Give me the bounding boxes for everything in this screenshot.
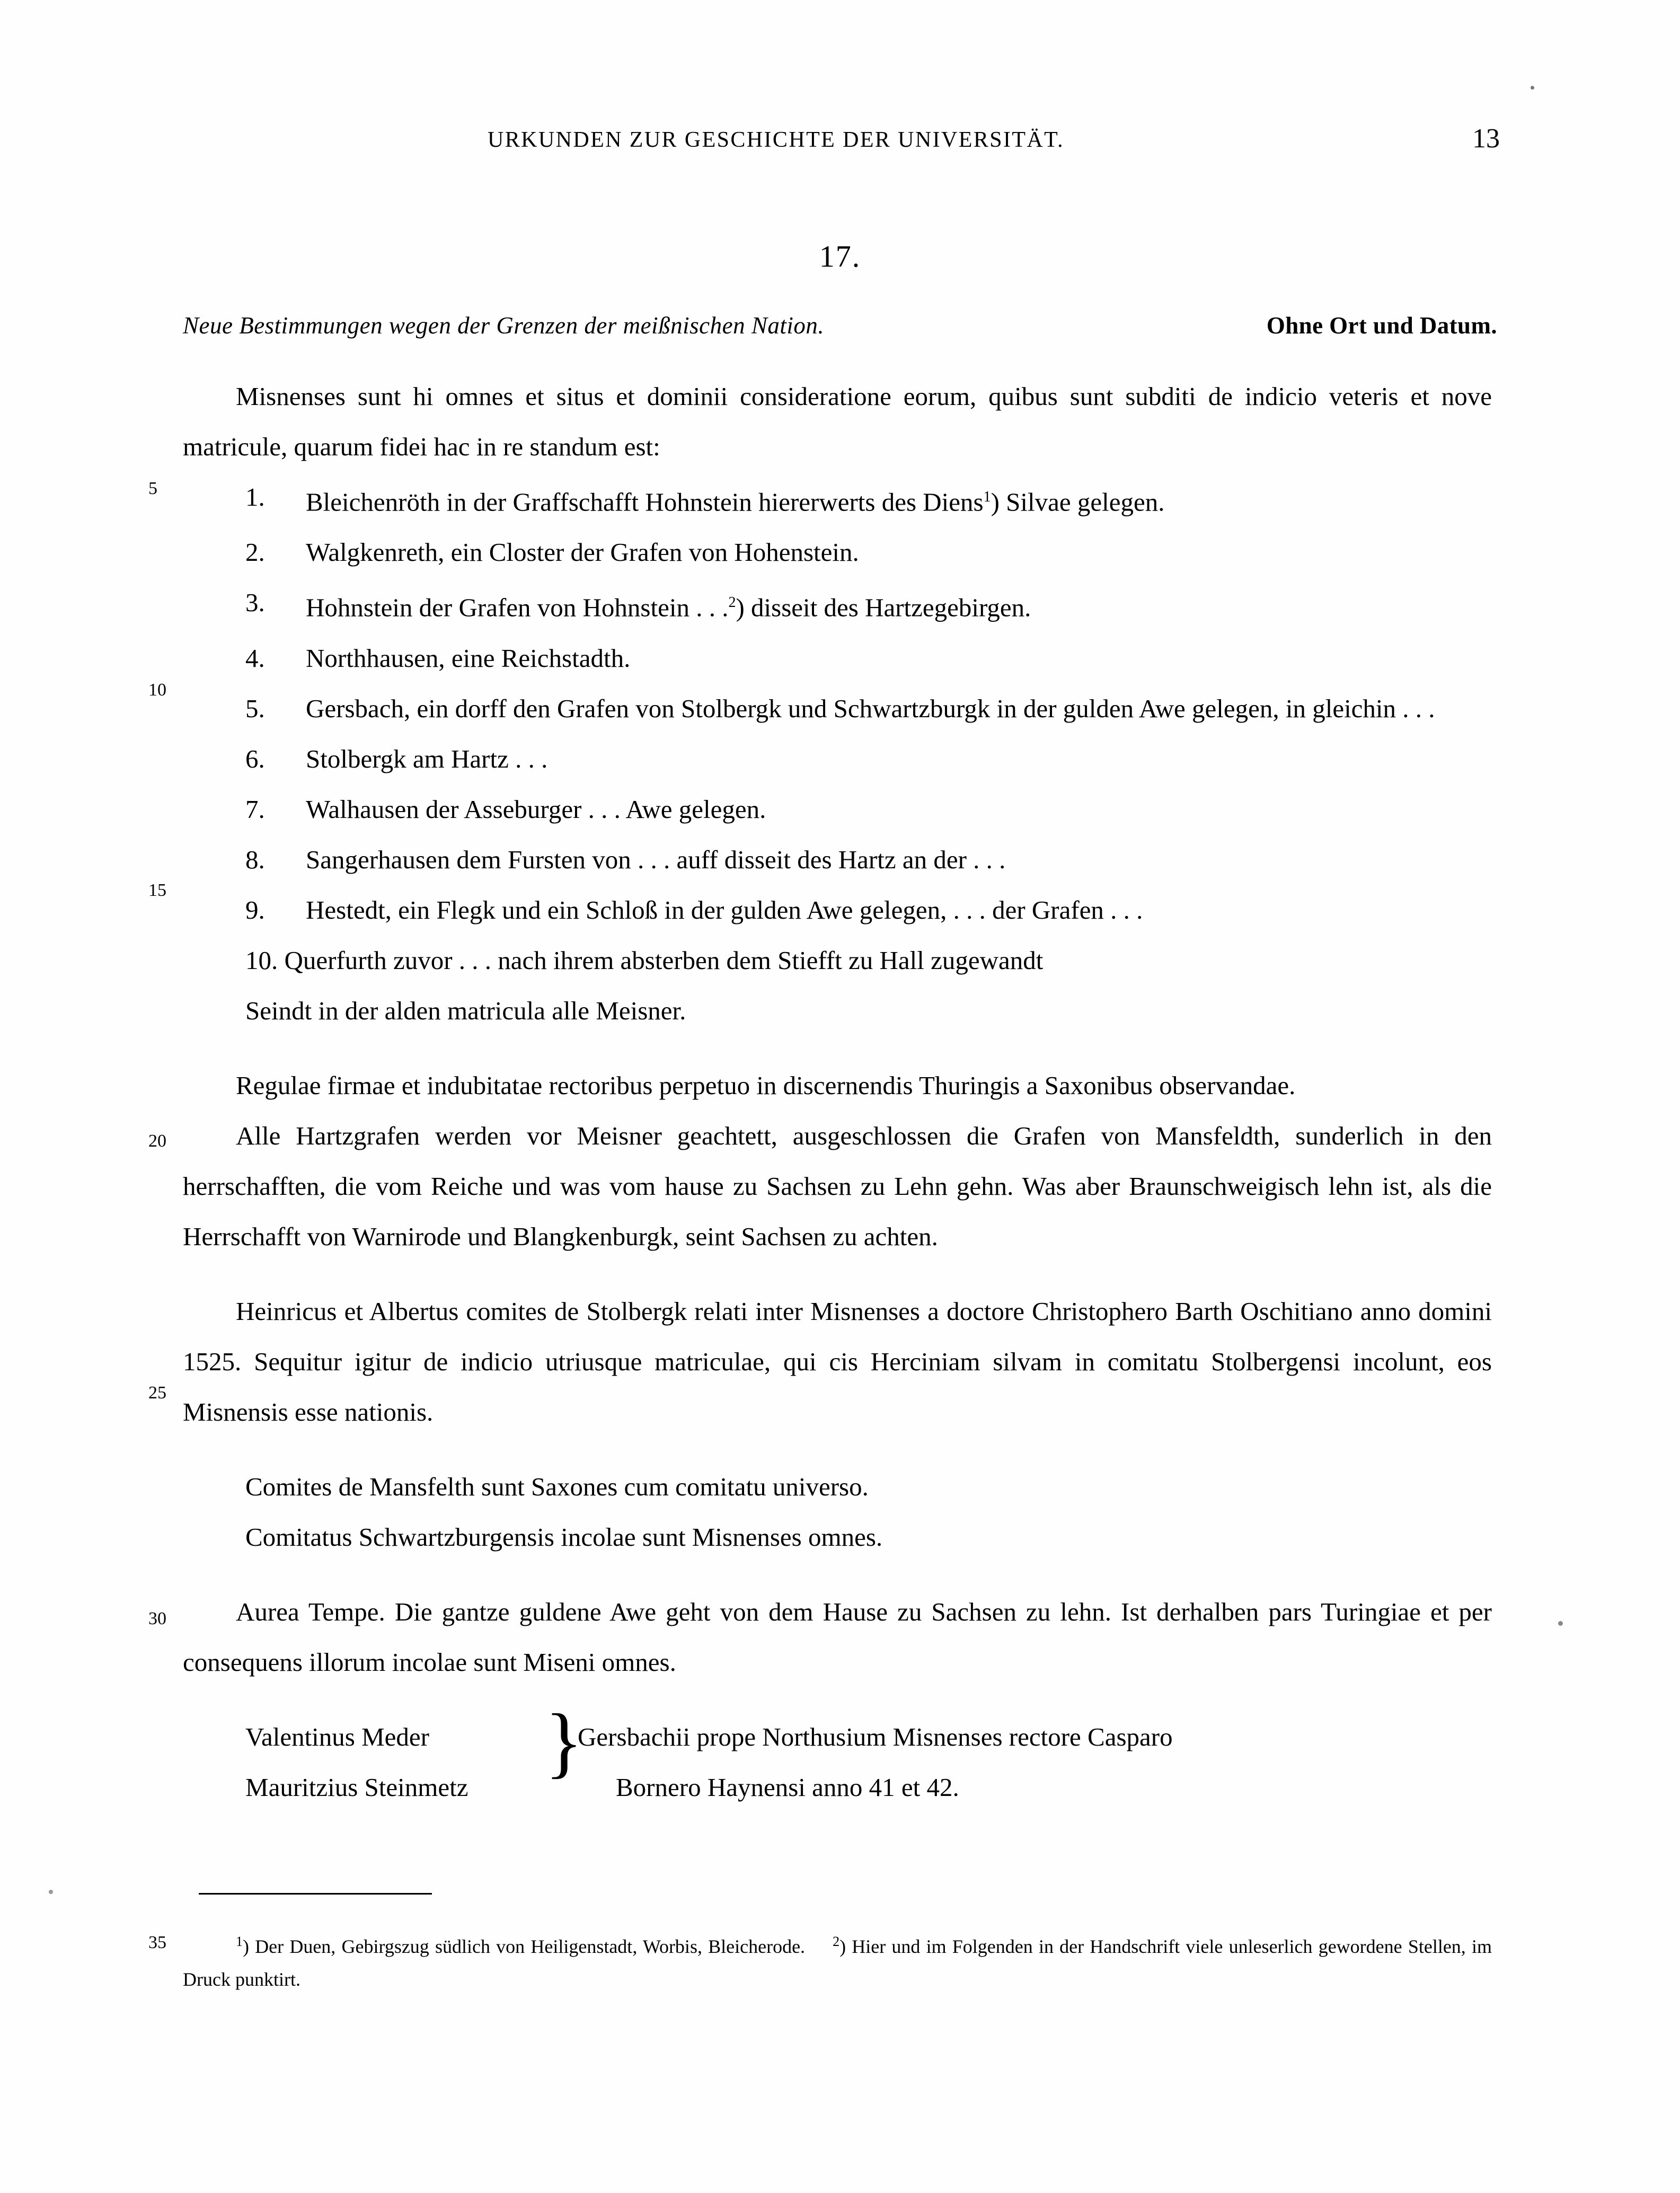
document-number: 17. [819,239,861,274]
scan-speck-middle-right [1558,1621,1563,1626]
signature-name-1: Valentinus Meder [245,1722,429,1751]
list-item-text-tail: ) Silvae gelegen. [991,487,1165,517]
list-item-marker: 8. [245,844,265,874]
list-item [183,834,1492,885]
document-dateline: Ohne Ort und Datum. [1266,312,1497,339]
signature-block [245,1697,1492,1812]
paragraph-heinricus: Heinricus et Albertus comites de Stolbergk relati inter Misnenses a doctore Christophero Barth Oschitiano anno domini 1525. Sequitur igitur de indicio utriusque matriculae, qui cis Herciniam silvam in comitatu Stolbergensi incolunt, eos Misnensis esse nationis. [183,1296,1492,1426]
list-item-text: Querfurth zuvor . . . nach ihrem absterben dem Stiefft zu Hall zugewandt [284,945,1044,975]
list-item-text: Bleichenröth in der Graffschafft Hohnstein hiererwerts des Diens [306,487,984,517]
footnote-separator [199,1893,432,1895]
boundary-list [183,472,1492,985]
list-item-text: Gersbach, ein dorff den Grafen von Stolbergk und Schwartzburgk in der gulden Awe gelegen, in gleichin . . . [306,693,1435,723]
paragraph-spacer [183,1687,1492,1712]
signature-names [245,1712,545,1812]
brace-glyph: } [545,1697,583,1786]
paragraph-comites-mansfelth: Comites de Mansfelth sunt Saxones cum comitatu universo. [245,1472,869,1501]
footnote-marker-2: 2 [833,1934,840,1949]
paragraph-aurea-tempe: Aurea Tempe. Die gantze guldene Awe geht von dem Hause zu Sachsen zu lehn. Ist derhalben pars Turingiae et per consequens illorum incolae sunt Miseni omnes. [183,1597,1492,1677]
signature-text-line-1: Gersbachii prope Northusium Misnenses rectore Casparo [578,1722,1173,1751]
footnote-text-1: ) Der Duen, Gebirgszug südlich von Heiligenstadt, Worbis, Bleicherode. [243,1936,806,1957]
list-item-text: Sangerhausen dem Fursten von . . . auff disseit des Hartz an der . . . [306,844,1006,874]
list-item [183,784,1492,834]
list-item-marker: 10. [245,945,278,975]
line-number-5: 5 [148,479,157,498]
list-item-marker: 3. [245,588,265,618]
document-body [183,371,1492,1812]
list-item-marker: 2. [245,538,265,567]
line-number-30: 30 [148,1609,166,1628]
footnote-ref-2[interactable]: 2 [728,594,736,611]
list-item-text: Hestedt, ein Flegk und ein Schloß in der gulden Awe gelegen, . . . der Grafen . . . [306,895,1143,924]
list-item-marker: 7. [245,794,265,824]
list-item-marker: 4. [245,643,265,673]
page-number: 13 [1472,124,1500,154]
signature-name-2: Mauritzius Steinmetz [245,1772,468,1802]
list-item-marker: 5. [245,693,265,723]
footnote-marker-1: 1 [236,1934,243,1949]
footnote-text-2: ) Hier und im Folgenden in der Handschrift viele unleserlich gewordene Stellen, im Druck punktirt. [183,1936,1492,1990]
list-item-marker: 9. [245,895,265,924]
list-item [183,734,1492,784]
list-item [183,683,1492,734]
paragraph-spacer [183,1437,1492,1461]
paragraph-spacer [183,1562,1492,1587]
paragraph-hartzgrafen: Alle Hartzgrafen werden vor Meisner geachtett, ausgeschlossen die Grafen von Mansfeldth, sunderlich in den herrschafften, die vom Reiche und was vom hause zu Sachsen zu Lehn gehn. Was aber Braunschweigisch lehn ist, als die Herrschafft von Warnirode und Blangkenburgk, seint Sachsen zu achten. [183,1121,1492,1251]
list-item [183,885,1492,935]
list-item-marker: 6. [245,744,265,773]
line-number-20: 20 [148,1131,166,1151]
scan-speck-bottom-left [49,1890,53,1894]
paragraph-spacer [183,1262,1492,1286]
line-number-25: 25 [148,1383,166,1403]
list-item [183,577,1492,632]
list-item-marker: 1. [245,482,265,512]
running-head [180,124,1500,164]
footnotes [183,1925,1492,1996]
list-item-text: Hohnstein der Grafen von Hohnstein . . . [306,593,729,622]
list-item-text: Northhausen, eine Reichstadth. [306,643,631,673]
running-head-title: URKUNDEN ZUR GESCHICHTE DER UNIVERSITÄT. [488,128,1065,152]
paragraph-intro: Misnenses sunt hi omnes et situs et dominii consideratione eorum, quibus sunt subditi de indicio veteris et nove matricule, quarum fidei hac in re standum est: [183,382,1492,461]
signature-text [570,1712,1492,1812]
footnote-paragraph [183,1925,1492,1996]
signature-text-line-2: Bornero Haynensi anno 41 et 42. [616,1772,959,1802]
paragraph-comitatus-schwartzburgensis: Comitatus Schwartzburgensis incolae sunt Misnenses omnes. [245,1522,883,1552]
line-number-35: 35 [148,1933,166,1952]
list-item-text: Stolbergk am Hartz . . . [306,744,548,773]
list-item [183,633,1492,683]
list-item [183,935,1492,985]
scan-speck-top-right [1531,86,1534,90]
document-subtitle: Neue Bestimmungen wegen der Grenzen der meißnischen Nation. [183,312,825,339]
line-number-10: 10 [148,680,166,700]
list-item [183,472,1492,527]
list-item-text: Walhausen der Asseburger . . . Awe gelegen. [306,794,766,824]
list-item-text-tail: ) disseit des Hartzegebirgen. [736,593,1031,622]
paragraph-regulae: Regulae firmae et indubitatae rectoribus perpetuo in discernendis Thuringis a Saxonibus observandae. [236,1070,1296,1100]
paragraph-seindt: Seindt in der alden matricula alle Meisner. [245,996,686,1025]
document-heading-line [183,312,1497,344]
list-item [183,527,1492,577]
line-number-15: 15 [148,880,166,900]
paragraph-spacer [183,1036,1492,1060]
list-item-text: Walgkenreth, ein Closter der Grafen von Hohenstein. [306,538,859,567]
footnote-ref-1[interactable]: 1 [983,489,991,505]
